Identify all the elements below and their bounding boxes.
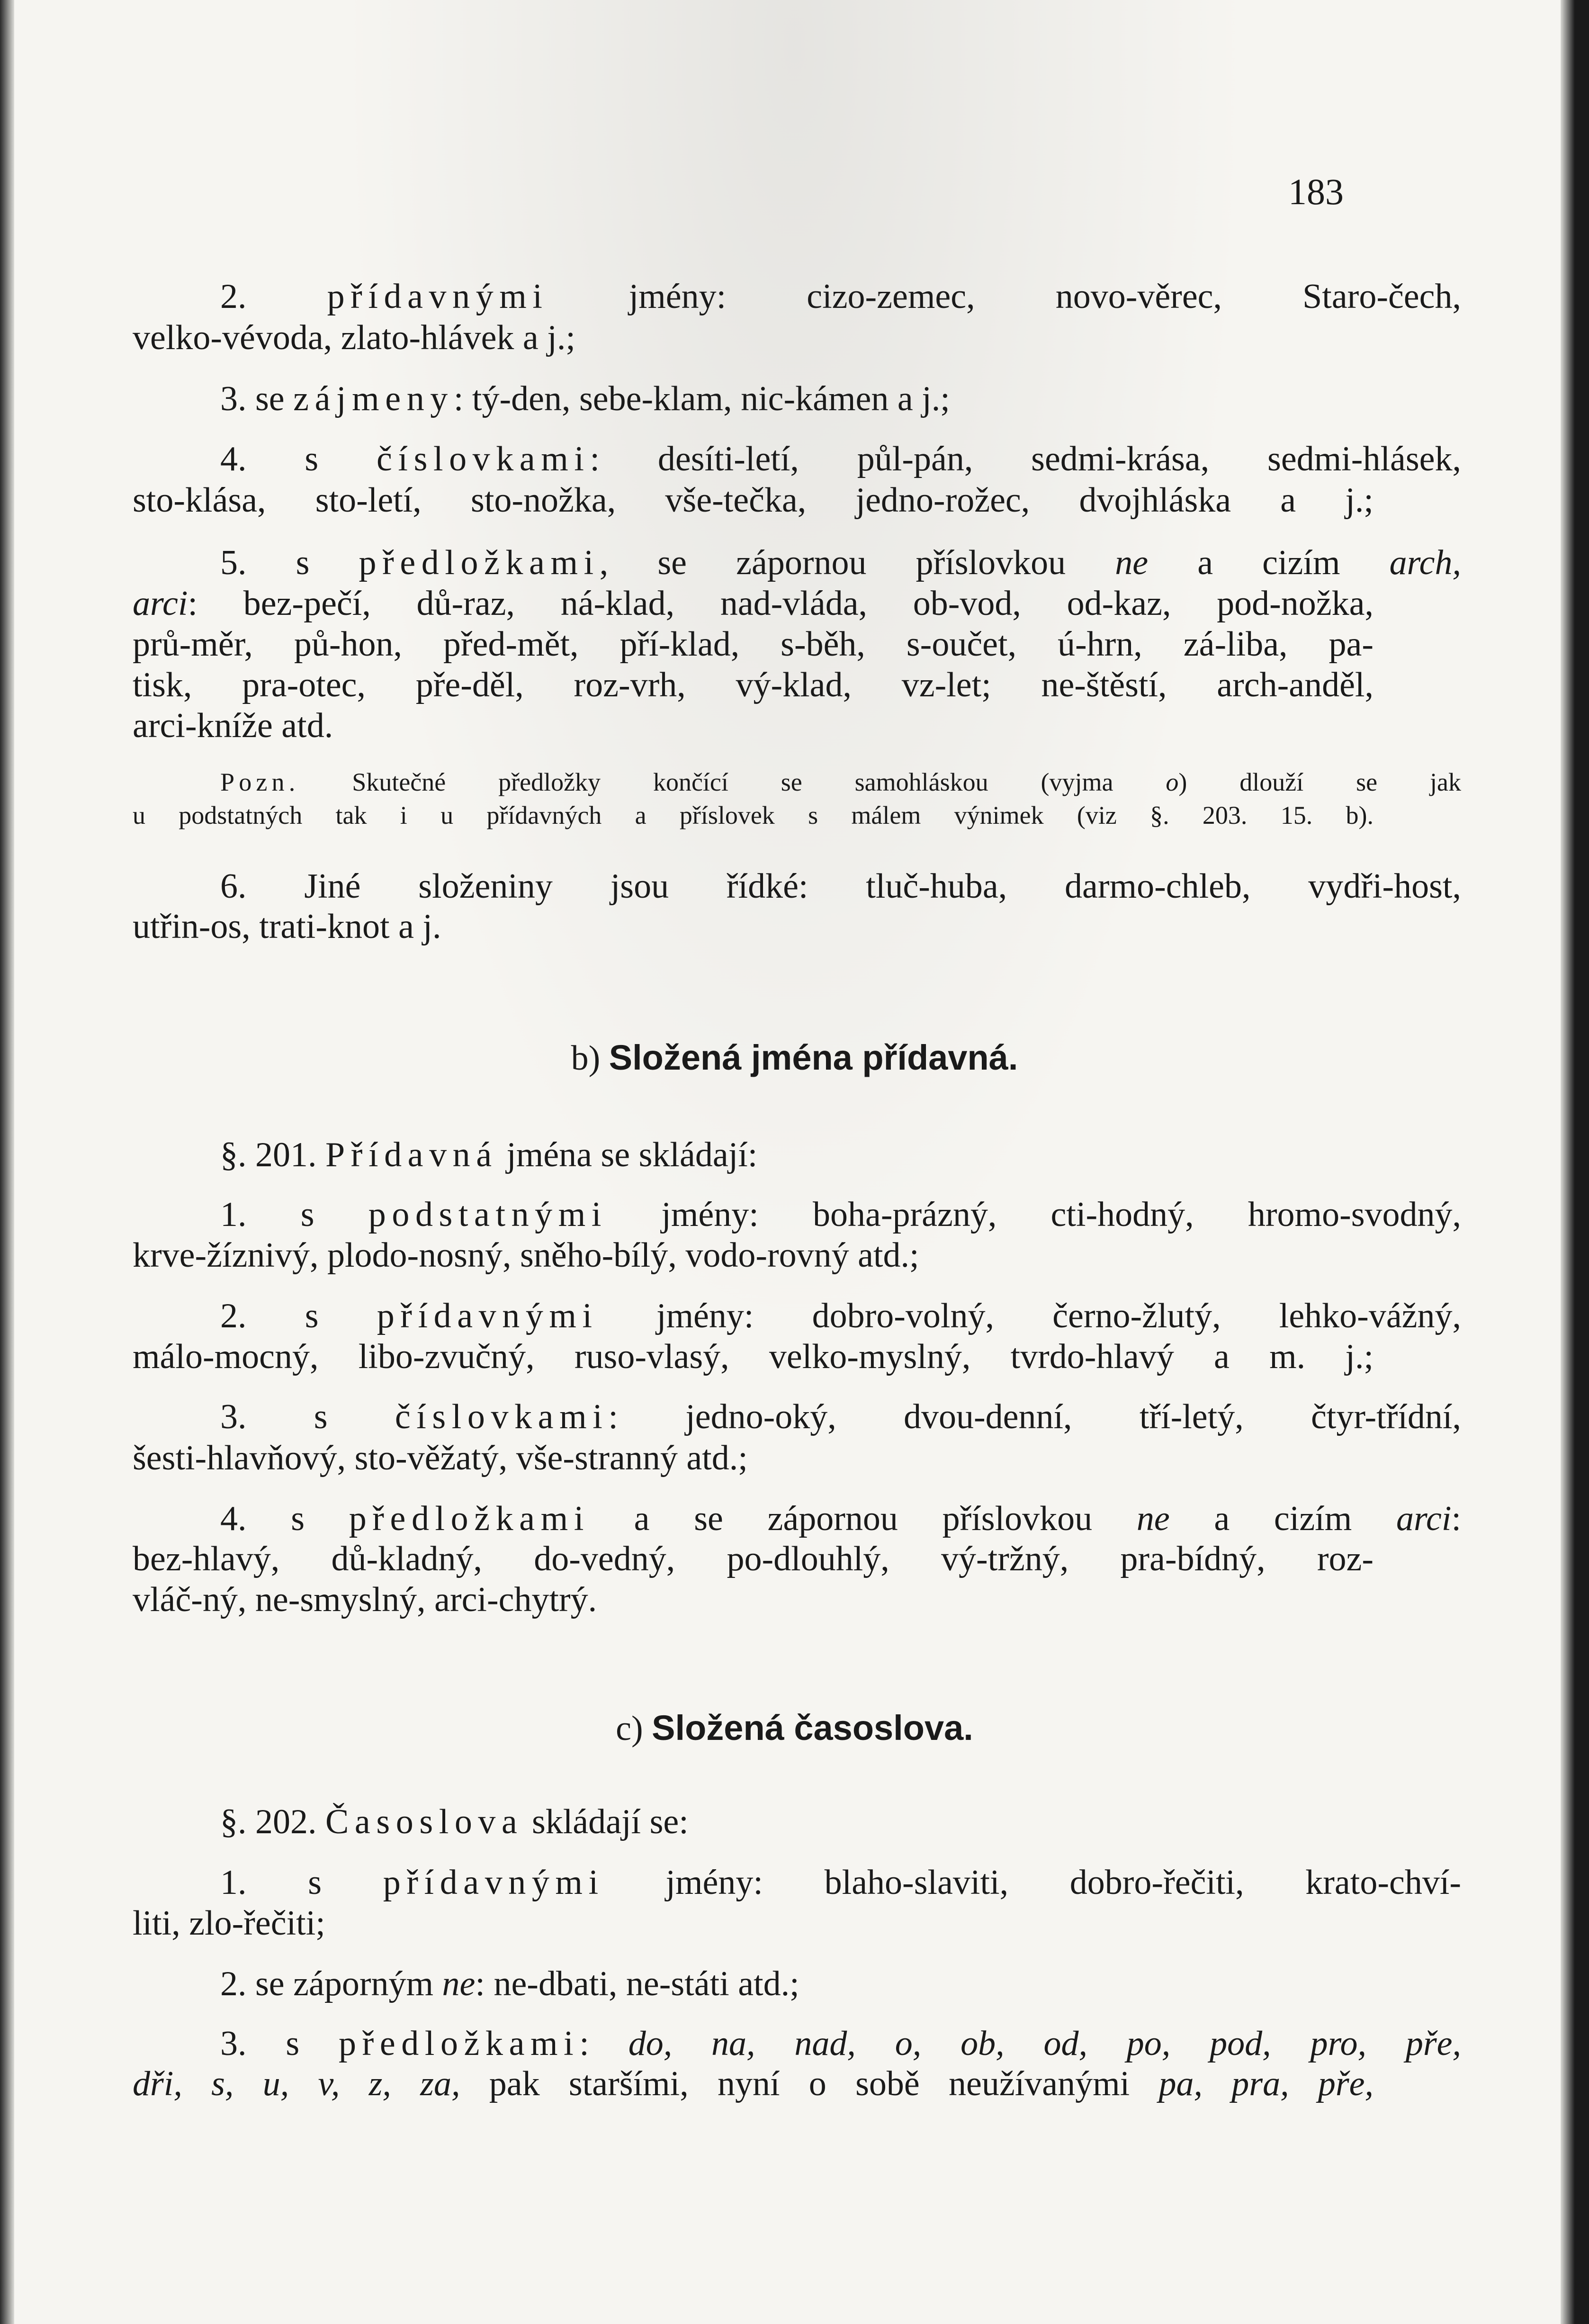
paragraph-b4-line3: vláč-ný, ne-smyslný, arci-chytrý. — [133, 1580, 597, 1619]
paragraph-c2: 2. se záporným ne: ne-dbati, ne-státi atd.; — [220, 1964, 799, 2003]
paragraph-b1-line1: 1. s podstatnými jmény: boha-prázný, cti-hodný, hromo-svodný, — [220, 1195, 1462, 1234]
paragraph-a5-line2: arci: bez-pečí, dů-raz, ná-klad, nad-vláda, ob-vod, od-kaz, pod-nožka, — [133, 584, 1374, 623]
paragraph-a5-line1: 5. s předložkami, se zápornou příslovkou ne a cizím arch, — [220, 543, 1462, 582]
paragraph-a3: 3. se zájmeny: tý-den, sebe-klam, nic-kámen a j.; — [220, 379, 950, 418]
paragraph-b2-line1: 2. s přídavnými jmény: dobro-volný, černo-žlutý, lehko-vážný, — [220, 1297, 1462, 1335]
heading-c: c) Složená časoslova. — [616, 1708, 973, 1748]
paragraph-b4-line2: bez-hlavý, dů-kladný, do-vedný, po-dlouhlý, vý-tržný, pra-bídný, roz- — [133, 1540, 1374, 1578]
paragraph-c3-line1: 3. s předložkami: do, na, nad, o, ob, od, po, pod, pro, pře, — [220, 2024, 1462, 2063]
paragraph-c3-line2: dři, s, u, v, z, za, pak staršími, nyní o sobě neužívanými pa, pra, pře, — [133, 2064, 1374, 2103]
paragraph-b1-line2: krve-žíznivý, plodo-nosný, sněho-bílý, vodo-rovný atd.; — [133, 1236, 919, 1275]
paragraph-c1-line2: liti, zlo-řečiti; — [133, 1904, 325, 1943]
paragraph-b2-line2: málo-mocný, libo-zvučný, ruso-vlasý, velko-myslný, tvrdo-hlavý a m. j.; — [133, 1337, 1374, 1376]
scan-border-right — [1561, 0, 1589, 2324]
paragraph-b3-line1: 3. s číslovkami: jedno-oký, dvou-denní, tří-letý, čtyr-třídní, — [220, 1397, 1461, 1436]
paragraph-202: §. 202. Časoslova skládají se: — [220, 1802, 689, 1841]
paragraph-a5-line5: arci-kníže atd. — [133, 706, 333, 745]
paragraph-a5-line4: tisk, pra-otec, pře-děl, roz-vrh, vý-klad, vz-let; ne-štěstí, arch-anděl, — [133, 666, 1374, 704]
paragraph-b4-line1: 4. s předložkami a se zápornou příslovkou ne a cizím arci: — [220, 1499, 1462, 1538]
paragraph-b3-line2: šesti-hlavňový, sto-věžatý, vše-stranný atd.; — [133, 1439, 748, 1477]
paragraph-a6-line2: utřin-os, trati-knot a j. — [133, 907, 441, 946]
page-number: 183 — [1288, 171, 1344, 212]
paragraph-a5-line3: prů-měr, pů-hon, před-mět, pří-klad, s-běh, s-oučet, ú-hrn, zá-liba, pa- — [133, 625, 1374, 664]
paragraph-a4-line2: sto-klása, sto-letí, sto-nožka, vše-tečka, jedno-rožec, dvojhláska a j.; — [133, 481, 1374, 520]
paragraph-a4-line1: 4. s číslovkami: desíti-letí, půl-pán, sedmi-krása, sedmi-hlásek, — [220, 440, 1461, 478]
paragraph-201: §. 201. Přídavná jména se skládají: — [220, 1135, 758, 1174]
paragraph-a6-line1: 6. Jiné složeniny jsou řídké: tluč-huba, darmo-chleb, vydři-host, — [220, 867, 1461, 906]
paragraph-a2-line2: velko-vévoda, zlato-hlávek a j.; — [133, 318, 575, 357]
note-line1: Pozn. Skutečné předložky končící se samohláskou (vyjma o) dlouží se jak — [220, 768, 1462, 796]
paragraph-a2-line1: 2. přídavnými jmény: cizo-zemec, novo-věrec, Staro-čech, — [220, 277, 1461, 316]
paragraph-c1-line1: 1. s přídavnými jmény: blaho-slaviti, dobro-řečiti, krato-chví- — [220, 1863, 1462, 1902]
scan-border-left — [0, 0, 14, 2324]
note-line2: u podstatných tak i u přídavných a příslovek s málem výnimek (viz §. 203. 15. b). — [133, 801, 1374, 829]
heading-b: b) Složená jména přídavná. — [571, 1038, 1018, 1078]
